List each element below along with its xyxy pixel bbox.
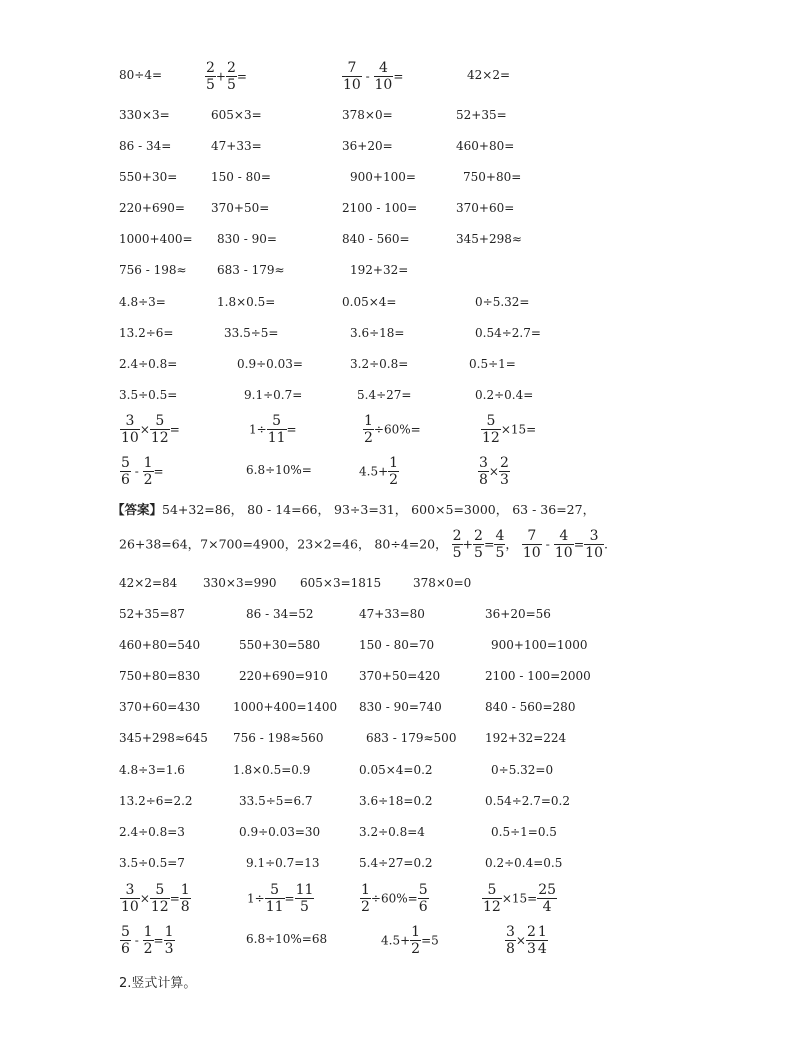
answer: 460+80=540	[119, 638, 201, 652]
problem: 150 - 80=	[211, 170, 271, 184]
answer: 1000+400=1400	[233, 700, 338, 714]
problem: 0.54÷2.7=	[475, 326, 541, 340]
problem: 370+50=	[211, 201, 270, 215]
problem: 460+80=	[456, 139, 515, 153]
problem: 3.5÷0.5=	[119, 388, 178, 402]
problem: 345+298≈	[456, 232, 522, 246]
fraction-problem: $\frac{3}{10}$ × $\frac{5}{12}$ =	[121, 413, 180, 446]
fraction-answer: 4.5+ $\frac{1}{2}$ =5	[381, 924, 439, 957]
fraction-problem: $\frac{2}{5}$ + $\frac{2}{5}$ =	[206, 60, 247, 93]
problem: 6.8÷10%=	[246, 463, 312, 477]
problem: 192+32=	[350, 263, 409, 277]
answer: 0÷5.32=0	[491, 763, 554, 777]
answer-line: 26+38=64，7×700=4900，23×2=46， 80÷4=20， $\frac{2}{5}$ + $\frac{2}{5}$ = $\frac{4}{5}$ ， $\frac{7}{10}$ - $\frac{4}{10}$ = $\frac{3}{10}$ .	[119, 528, 608, 561]
fraction-problem: $\frac{1}{2}$ ÷60%=	[364, 413, 421, 446]
fraction-problem: $\frac{5}{12}$ ×15=	[482, 413, 537, 446]
answer: 370+50=420	[359, 669, 441, 683]
answer: 840 - 560=280	[485, 700, 576, 714]
problem: 0.5÷1=	[469, 357, 516, 371]
problem: 1.8×0.5=	[217, 295, 276, 309]
answer: 370+60=430	[119, 700, 201, 714]
answer: 47+33=80	[359, 607, 425, 621]
answer: 220+690=910	[239, 669, 328, 683]
fraction-answer: 1÷ $\frac{5}{11}$ = $\frac{11}{5}$	[247, 882, 314, 915]
problem: 86 - 34=	[119, 139, 172, 153]
problem: 52+35=	[456, 108, 507, 122]
answer: 0.05×4=0.2	[359, 763, 433, 777]
fraction-answer: $\frac{3}{8}$ × $\frac{2}{3}$ $\frac{1}{4}$	[506, 924, 547, 957]
problem: 330×3=	[119, 108, 170, 122]
answer: 683 - 179≈500	[366, 731, 457, 745]
problem: 220+690=	[119, 201, 185, 215]
answer: 33.5÷5=6.7	[239, 794, 313, 808]
answer: 2100 - 100=2000	[485, 669, 591, 683]
problem: 13.2÷6=	[119, 326, 174, 340]
problem: 830 - 90=	[217, 232, 277, 246]
answer: 5.4÷27=0.2	[359, 856, 433, 870]
problem: 370+60=	[456, 201, 515, 215]
problem: 36+20=	[342, 139, 393, 153]
answer: 0.54÷2.7=0.2	[485, 794, 570, 808]
answer: 3.2÷0.8=4	[359, 825, 425, 839]
answer: 192+32=224	[485, 731, 567, 745]
fraction-problem: 1÷ $\frac{5}{11}$ =	[249, 413, 297, 446]
fraction-answer: $\frac{5}{6}$ - $\frac{1}{2}$ = $\frac{1}{3}$	[121, 924, 174, 957]
problem: 756 - 198≈	[119, 263, 187, 277]
problem: 42×2=	[467, 68, 511, 82]
answer: 605×3=1815	[300, 576, 382, 590]
answer: 52+35=87	[119, 607, 185, 621]
answer: 550+30=580	[239, 638, 321, 652]
problem: 0.9÷0.03=	[237, 357, 303, 371]
fraction-answer: $\frac{5}{12}$ ×15= $\frac{25}{4}$	[483, 882, 557, 915]
fraction-answer: $\frac{3}{10}$ × $\frac{5}{12}$ = $\frac{1}{8}$	[121, 882, 190, 915]
problem: 80÷4=	[119, 68, 163, 82]
answer: 3.5÷0.5=7	[119, 856, 185, 870]
answer: 0.9÷0.03=30	[239, 825, 321, 839]
fraction-answer: $\frac{1}{2}$ ÷60%= $\frac{5}{6}$	[361, 882, 428, 915]
answer: 36+20=56	[485, 607, 551, 621]
problem: 2.4÷0.8=	[119, 357, 178, 371]
problem: 1000+400=	[119, 232, 193, 246]
answer: 900+100=1000	[491, 638, 588, 652]
answer: 750+80=830	[119, 669, 201, 683]
answer-label: 【答案】	[112, 502, 163, 517]
problem: 0.05×4=	[342, 295, 397, 309]
fraction-problem: $\frac{3}{8}$ × $\frac{2}{3}$	[479, 455, 509, 488]
fraction-problem: 4.5+ $\frac{1}{2}$	[359, 455, 399, 488]
answer: 1.8×0.5=0.9	[233, 763, 311, 777]
problem: 2100 - 100=	[342, 201, 418, 215]
problem: 0.2÷0.4=	[475, 388, 534, 402]
answer: 86 - 34=52	[246, 607, 314, 621]
problem: 840 - 560=	[342, 232, 410, 246]
answer: 3.6÷18=0.2	[359, 794, 433, 808]
problem: 33.5÷5=	[224, 326, 279, 340]
problem: 900+100=	[350, 170, 416, 184]
answer: 13.2÷6=2.2	[119, 794, 193, 808]
problem: 4.8÷3=	[119, 295, 166, 309]
answer: 0.5÷1=0.5	[491, 825, 557, 839]
answer: 330×3=990	[203, 576, 277, 590]
answer: 4.8÷3=1.6	[119, 763, 185, 777]
answer: 756 - 198≈560	[233, 731, 324, 745]
answer: 150 - 80=70	[359, 638, 435, 652]
answer: 378×0=0	[413, 576, 472, 590]
problem: 550+30=	[119, 170, 178, 184]
problem: 683 - 179≈	[217, 263, 285, 277]
problem: 750+80=	[463, 170, 522, 184]
answer-line: 【答案】54+32=86， 80 - 14=66， 93÷3=31， 600×5=3000， 63 - 36=27，	[112, 502, 596, 517]
problem: 47+33=	[211, 139, 262, 153]
answer: 830 - 90=740	[359, 700, 442, 714]
problem: 3.2÷0.8=	[350, 357, 409, 371]
problem: 9.1÷0.7=	[244, 388, 303, 402]
answer: 9.1÷0.7=13	[246, 856, 320, 870]
answer: 2.4÷0.8=3	[119, 825, 185, 839]
fraction-problem: $\frac{5}{6}$ - $\frac{1}{2}$ =	[121, 455, 164, 488]
answer: 6.8÷10%=68	[246, 932, 328, 946]
problem: 605×3=	[211, 108, 262, 122]
section-heading: 2.竖式计算。	[119, 976, 197, 991]
problem: 3.6÷18=	[350, 326, 405, 340]
problem: 378×0=	[342, 108, 393, 122]
answer: 42×2=84	[119, 576, 178, 590]
fraction-problem: $\frac{7}{10}$ - $\frac{4}{10}$ =	[343, 60, 404, 93]
answer: 345+298≈645	[119, 731, 208, 745]
problem: 0÷5.32=	[475, 295, 530, 309]
answer: 0.2÷0.4=0.5	[485, 856, 563, 870]
problem: 5.4÷27=	[357, 388, 412, 402]
